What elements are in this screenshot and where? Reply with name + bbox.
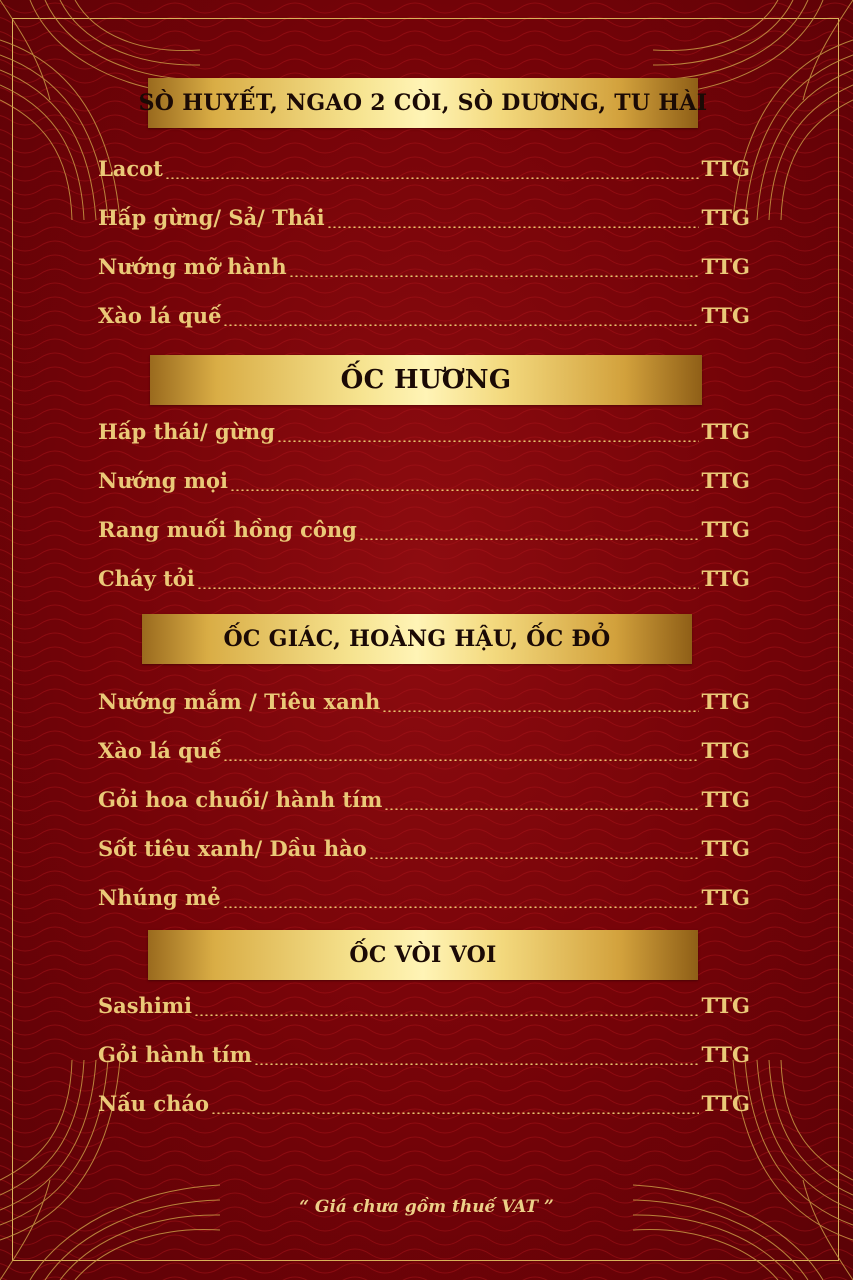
menu-item-name: Gỏi hành tím [98, 1042, 252, 1067]
menu-item [98, 419, 750, 453]
menu-item-price: TTG [701, 468, 750, 493]
vat-footnote: “ Giá chưa gồm thuế VAT ” [299, 1197, 554, 1217]
menu-item [98, 517, 750, 551]
section-header-bar [150, 355, 702, 405]
menu-item-name: Xào lá quế [98, 738, 222, 763]
menu-item-name: Cháy tỏi [98, 566, 195, 591]
menu-item-price: TTG [701, 205, 750, 230]
menu-item [98, 993, 750, 1027]
menu-item [98, 738, 750, 772]
dotted-leader [254, 1063, 699, 1065]
dotted-leader [327, 226, 699, 228]
menu-item-name: Sốt tiêu xanh/ Dầu hào [98, 836, 367, 861]
menu-item [98, 254, 750, 288]
menu-item-name: Sashimi [98, 993, 193, 1018]
menu-item-price: TTG [701, 517, 750, 542]
dotted-leader [197, 587, 699, 589]
section-title: ỐC GIÁC, HOÀNG HẬU, ỐC ĐỎ [223, 626, 611, 652]
dotted-leader [194, 1014, 699, 1016]
section-title: ỐC VÒI VOI [349, 942, 497, 968]
dotted-leader [277, 440, 699, 442]
menu-item-name: Nướng mọi [98, 468, 228, 493]
dotted-leader [384, 808, 698, 810]
menu-item [98, 468, 750, 502]
section-title: ỐC HƯƠNG [340, 365, 512, 395]
menu-item-price: TTG [701, 1091, 750, 1116]
menu-item-price: TTG [701, 566, 750, 591]
dotted-leader [165, 177, 699, 179]
menu-item [98, 303, 750, 337]
menu-item [98, 689, 750, 723]
dotted-leader [230, 489, 699, 491]
menu-item-name: Nấu cháo [98, 1091, 210, 1116]
menu-item-name: Nướng mỡ hành [98, 254, 287, 279]
dotted-leader [382, 710, 698, 712]
menu-item [98, 836, 750, 870]
section-header-bar [148, 930, 698, 980]
menu-item-price: TTG [701, 993, 750, 1018]
menu-item-name: Gỏi hoa chuối/ hành tím [98, 787, 383, 812]
menu-item-price: TTG [701, 689, 750, 714]
menu-item-price: TTG [701, 156, 750, 181]
dotted-leader [289, 275, 699, 277]
menu-item-price: TTG [701, 303, 750, 328]
dotted-leader [211, 1112, 698, 1114]
menu-item-price: TTG [701, 738, 750, 763]
menu-item [98, 1091, 750, 1125]
dotted-leader [223, 906, 699, 908]
menu-item [98, 156, 750, 190]
menu-item-price: TTG [701, 1042, 750, 1067]
dotted-leader [223, 324, 698, 326]
menu-item-price: TTG [701, 885, 750, 910]
section-header-bar [138, 78, 708, 128]
menu-item-price: TTG [701, 836, 750, 861]
section-header-bar [142, 614, 692, 664]
dotted-leader [223, 759, 698, 761]
menu-item [98, 787, 750, 821]
menu-item-name: Hấp thái/ gừng [98, 419, 275, 444]
menu-item [98, 1042, 750, 1076]
menu-item-price: TTG [701, 787, 750, 812]
menu-item-name: Nhúng mẻ [98, 885, 221, 910]
menu-item-name: Lacot [98, 156, 163, 181]
menu-item [98, 205, 750, 239]
menu-item-name: Hấp gừng/ Sả/ Thái [98, 205, 325, 230]
menu-item-price: TTG [701, 419, 750, 444]
menu-item-price: TTG [701, 254, 750, 279]
section-title: SÒ HUYẾT, NGAO 2 CÒI, SÒ DƯƠNG, TU HÀI [138, 90, 708, 116]
menu-item-name: Nướng mắm / Tiêu xanh [98, 689, 381, 714]
menu-item [98, 566, 750, 600]
menu-item-name: Rang muối hồng công [98, 517, 357, 542]
dotted-leader [359, 538, 699, 540]
dotted-leader [369, 857, 699, 859]
menu-item-name: Xào lá quế [98, 303, 222, 328]
menu-item [98, 885, 750, 919]
